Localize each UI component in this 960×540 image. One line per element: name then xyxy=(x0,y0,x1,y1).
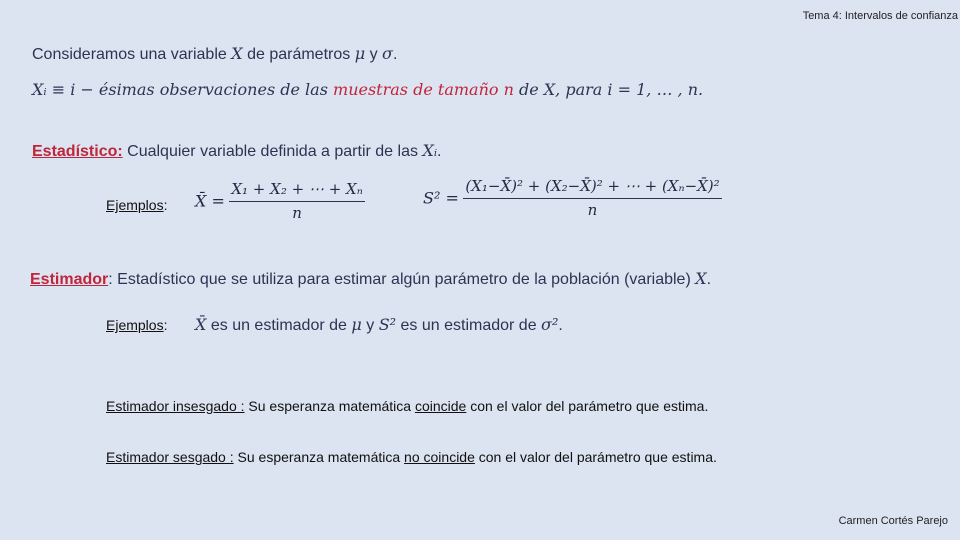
insesgado-text-2: con el valor del parámetro que estima. xyxy=(470,398,709,414)
intro-mid: de parámetros xyxy=(247,46,351,63)
sesgado-definition xyxy=(106,449,717,465)
var-x: X xyxy=(231,44,243,63)
estimador-definition xyxy=(30,269,711,289)
ejemplos-text-1: Ejemplos xyxy=(106,197,164,213)
sesgado-no-coincide: no coincide xyxy=(404,449,475,465)
intro-and: y xyxy=(369,46,378,63)
xbar-symbol: X̄ xyxy=(195,315,207,334)
mean-denominator: n xyxy=(292,204,302,222)
estadistico-end: . xyxy=(437,143,442,160)
ejemplos-colon-2: : xyxy=(163,317,168,333)
estadistico-text: Cualquier variable definida a partir de las xyxy=(127,143,418,160)
mean-fraction xyxy=(229,180,364,222)
ejemplos-label-2 xyxy=(106,317,167,333)
s2-symbol: S² xyxy=(378,315,397,334)
insesgado-text-1: Su esperanza matemática xyxy=(248,398,412,414)
intro-text: Consideramos una variable xyxy=(32,46,227,63)
estimator-text-1: es un estimador de xyxy=(210,317,347,334)
slide-footer: Carmen Cortés Parejo xyxy=(838,515,948,527)
sesgado-label: Estimador sesgado : xyxy=(106,449,234,465)
estimador-text: : Estadístico que se utiliza para estimar algún parámetro de la población (variable) xyxy=(108,271,691,288)
estimator-text-2: es un estimador de xyxy=(400,317,537,334)
sigma2-symbol: σ² xyxy=(541,315,559,334)
mean-formula xyxy=(195,180,365,222)
observations-line xyxy=(32,80,703,99)
observations-rest: de X, para i = 1, … , n. xyxy=(518,80,704,99)
xi-definition: Xᵢ ≡ i − ésimas observaciones de las xyxy=(32,80,328,99)
variance-denominator: n xyxy=(587,201,598,219)
slide-header: Tema 4: Intervalos de confianza xyxy=(802,10,958,22)
variance-fraction xyxy=(463,177,721,219)
estimador-end: . xyxy=(706,271,712,288)
estadistico-var: Xᵢ xyxy=(422,141,438,160)
ejemplos-colon-1: : xyxy=(163,197,168,213)
mu-symbol: μ xyxy=(354,44,366,63)
estimator-examples xyxy=(195,315,563,335)
mean-lhs: X̄ = xyxy=(195,191,225,211)
variance-formula xyxy=(423,177,722,219)
mean-numerator: X₁ + X₂ + ⋯ + Xₙ xyxy=(229,180,364,202)
ejemplos-text-2: Ejemplos xyxy=(106,317,164,333)
sesgado-text-2: con el valor del parámetro que estima. xyxy=(478,449,717,465)
ejemplos-label-1 xyxy=(106,197,167,213)
estadistico-definition xyxy=(32,141,442,161)
estimator-end: . xyxy=(558,317,563,334)
estimator-and: y xyxy=(366,317,375,334)
variance-lhs: S² = xyxy=(423,188,459,208)
sigma-symbol: σ xyxy=(382,44,393,63)
estimador-var: X xyxy=(695,269,707,288)
estadistico-label: Estadístico: xyxy=(32,143,123,160)
sample-size-highlight: muestras de tamaño n xyxy=(333,80,514,99)
intro-line xyxy=(32,44,397,64)
estimador-label: Estimador xyxy=(30,271,109,288)
mu-symbol-2: μ xyxy=(351,315,362,334)
variance-numerator: (X₁−X̄)² + (X₂−X̄)² + ⋯ + (Xₙ−X̄)² xyxy=(463,177,721,199)
insesgado-label: Estimador insesgado : xyxy=(106,398,245,414)
insesgado-definition xyxy=(106,398,708,414)
sesgado-text-1: Su esperanza matemática xyxy=(237,449,401,465)
intro-end: . xyxy=(392,46,398,63)
insesgado-coincide: coincide xyxy=(414,398,467,414)
